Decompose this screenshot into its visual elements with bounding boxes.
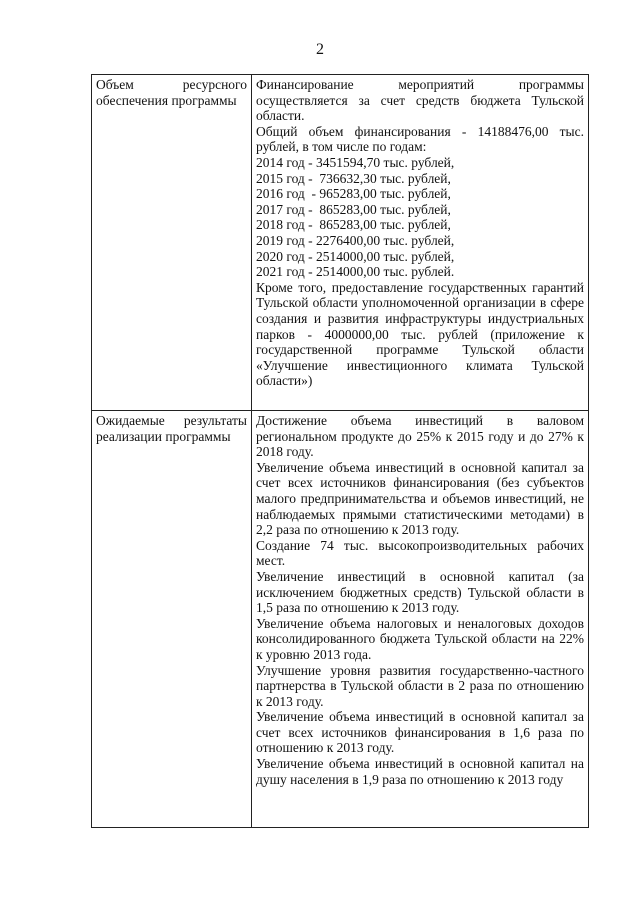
financing-total-text: Общий объем финансирования - 14188476,00 тыс. рублей, в том числе по годам: (256, 123, 584, 155)
table-row-resources (92, 75, 589, 411)
year-line-2016: 2016 год - 965283,00 тыс. рублей, (256, 186, 451, 202)
result-item: Создание 74 тыс. высокопроизводительных рабочих мест. (256, 537, 584, 569)
result-item: Увеличение объема инвестиций в основной капитал за счет всех источников финансирования в 1,6 раза по отношению к 2013 году. (256, 709, 584, 756)
result-item: Увеличение объема инвестиций в основной капитал на душу населения в 1,9 раза по отношению к 2013 году (256, 756, 584, 787)
year-line-2014: 2014 год - 3451594,70 тыс. рублей, (256, 154, 455, 170)
year-line-2020: 2020 год - 2514000,00 тыс. рублей, (256, 248, 455, 264)
result-item: Увеличение объема налоговых и неналоговых доходов консолидированного бюджета Тульской области на 22% к уровню 2013 года. (256, 615, 584, 662)
financing-source-text: Финансирование мероприятий программы осуществляется за счет средств бюджета Тульской области. (256, 77, 584, 124)
year-line-2017: 2017 год - 865283,00 тыс. рублей, (256, 201, 451, 217)
table-row-results (92, 411, 589, 828)
program-passport-table (91, 74, 589, 828)
row-label-resources: Объем ресурсного обеспечения программы (92, 75, 252, 411)
result-item: Увеличение инвестиций в основной капитал (за исключением бюджетных средств) Тульской области в 1,5 раза по отношению к 2013 году. (256, 568, 584, 616)
year-line-2018: 2018 год - 865283,00 тыс. рублей, (256, 217, 451, 233)
state-guarantees-text: Кроме того, предоставление государственных гарантий Тульской области уполномоченной организации в сфере создания и развития инфраструктуры индустриальных парков - 4000000,00 тыс. рублей (приложение к государственной программе Тульской области «Улучшение инвестиционного климата Тульской области») (256, 279, 584, 389)
result-item: Увеличение объема инвестиций в основной капитал за счет всех источников финансирования (без субъектов малого предпринимательства и объемов инвестиций, не наблюдаемых прямыми статистическими методами) в 2,2 раза по отношению к 2013 году. (256, 459, 584, 538)
row-label-results: Ожидаемые результаты реализации программы (92, 411, 252, 828)
result-item: Улучшение уровня развития государственно-частного партнерства в Тульской области в 2 раза по отношению к 2013 году. (256, 662, 584, 709)
year-line-2021: 2021 год - 2514000,00 тыс. рублей. (256, 264, 455, 280)
row-content-resources (252, 75, 589, 411)
page-number: 2 (316, 41, 324, 58)
year-line-2019: 2019 год - 2276400,00 тыс. рублей, (256, 232, 455, 248)
year-line-2015: 2015 год - 736632,30 тыс. рублей, (256, 170, 451, 186)
row-content-results (252, 411, 589, 828)
result-item: Достижение объема инвестиций в валовом региональном продукте до 25% к 2015 году и до 27% к 2018 году. (256, 413, 584, 460)
